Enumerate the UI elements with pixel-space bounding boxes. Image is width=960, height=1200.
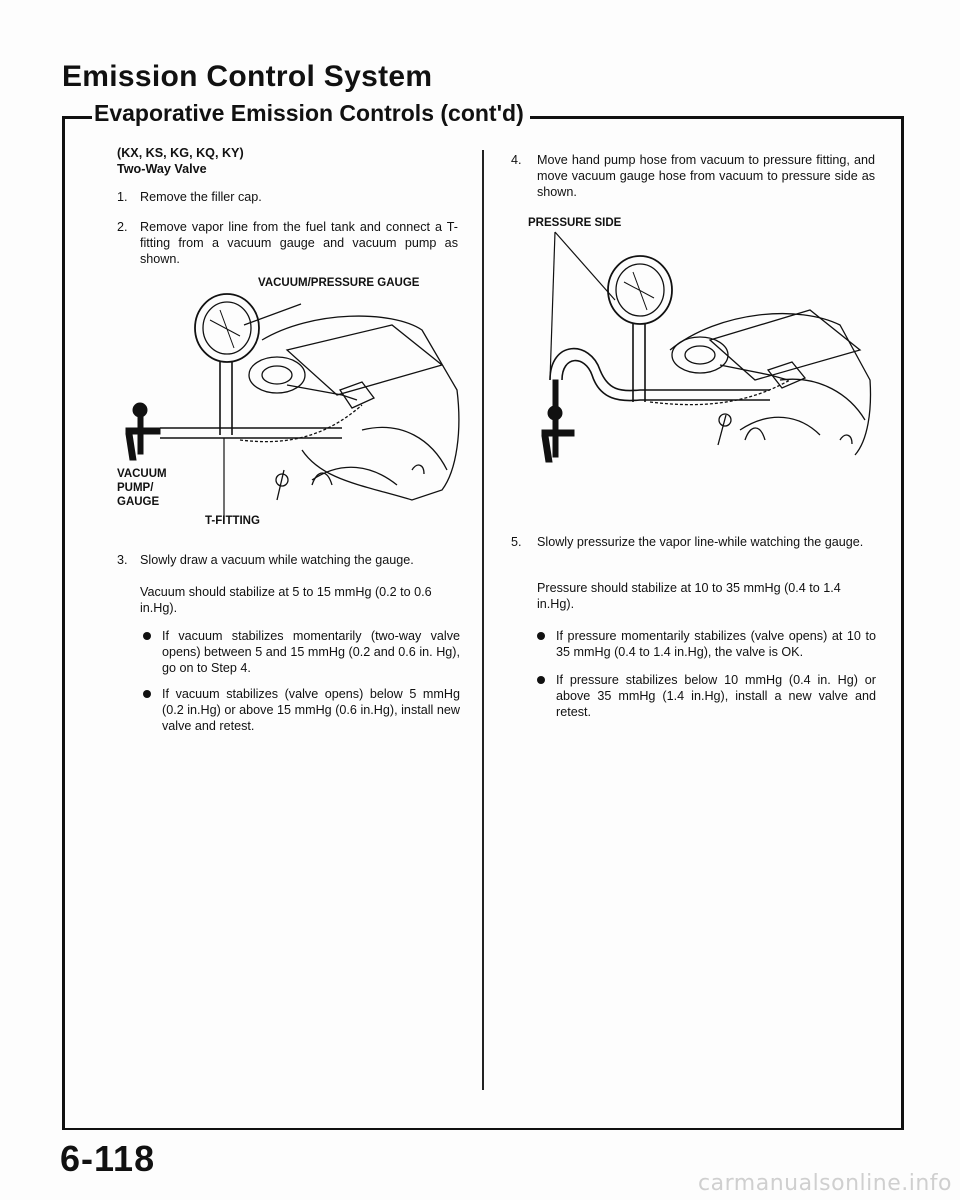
label-vacuum-pump-gauge: VACUUM PUMP/ GAUGE bbox=[117, 468, 167, 508]
step-3-text: Slowly draw a vacuum while watching the gauge. bbox=[140, 553, 414, 567]
step-3-number: 3. bbox=[117, 553, 128, 567]
page-title: Emission Control System bbox=[62, 60, 433, 93]
step-5-note: Pressure should stabilize at 10 to 35 mmHg (0.4 to 1.4 in.Hg). bbox=[537, 581, 841, 611]
bullet-dot bbox=[143, 632, 151, 640]
step-2-number: 2. bbox=[117, 220, 128, 234]
bullet-dot bbox=[143, 690, 151, 698]
step-5-bullet-2: If pressure stabilizes below 10 mmHg (0.4 in. Hg) or above 35 mmHg (1.4 in.Hg), install a new valve and retest. bbox=[556, 673, 876, 719]
label-pressure-side: PRESSURE SIDE bbox=[528, 217, 622, 229]
step-5-bullet-1: If pressure momentarily stabilizes (valve opens) at 10 to 35 mmHg (0.4 to 1.4 in.Hg), the valve is OK. bbox=[556, 629, 876, 659]
bullet-dot bbox=[537, 676, 545, 684]
label-t-fitting: T-FITTING bbox=[205, 515, 260, 527]
column-divider bbox=[482, 150, 484, 1090]
pressure-test-figure bbox=[520, 230, 880, 490]
model-codes: (KX, KS, KG, KQ, KY) bbox=[117, 146, 244, 160]
step-1-text: Remove the filler cap. bbox=[140, 190, 262, 204]
hand-pump-icon bbox=[126, 403, 160, 460]
step-3-note: Vacuum should stabilize at 5 to 15 mmHg (0.2 to 0.6 in.Hg). bbox=[140, 585, 432, 615]
hand-pump-icon bbox=[542, 380, 574, 462]
section-title: Evaporative Emission Controls (cont'd) bbox=[92, 100, 530, 127]
step-3-bullet-1: If vacuum stabilizes momentarily (two-way valve opens) between 5 and 15 mmHg (0.2 and 0.6 in. Hg), go on to Step 4. bbox=[162, 629, 460, 675]
step-2-text: Remove vapor line from the fuel tank and connect a T-fitting from a vacuum gauge and vacuum pump as shown. bbox=[140, 220, 458, 266]
section-rule-right bbox=[500, 116, 904, 119]
label-vacuum-pressure-gauge: VACUUM/PRESSURE GAUGE bbox=[258, 277, 420, 289]
step-4-text: Move hand pump hose from vacuum to pressure fitting, and move vacuum gauge hose from vacuum to pressure side as shown. bbox=[537, 153, 875, 199]
page-number: 6-118 bbox=[60, 1138, 156, 1179]
subheading: Two-Way Valve bbox=[117, 162, 207, 176]
step-1-number: 1. bbox=[117, 190, 128, 204]
step-5-number: 5. bbox=[511, 535, 522, 549]
fuel-tank-outline bbox=[262, 316, 459, 500]
step-5-text: Slowly pressurize the vapor line-while watching the gauge. bbox=[537, 535, 864, 549]
step-4-number: 4. bbox=[511, 153, 522, 167]
bullet-dot bbox=[537, 632, 545, 640]
watermark: carmanualsonline.info bbox=[698, 1171, 952, 1196]
step-3-bullet-2: If vacuum stabilizes (valve opens) below 5 mmHg (0.2 in.Hg) or above 15 mmHg (0.6 in.Hg), install new valve and retest. bbox=[162, 687, 460, 733]
